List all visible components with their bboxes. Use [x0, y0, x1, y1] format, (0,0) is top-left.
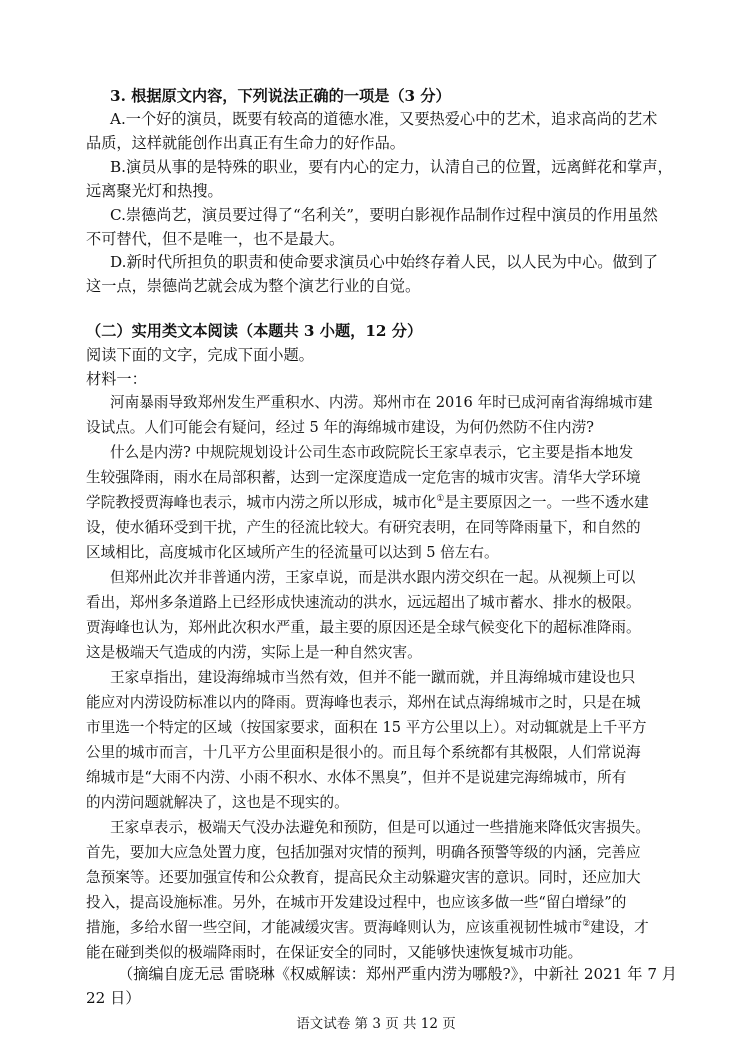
material-p5-line-5-a: 措施，多给水留一些空间，才能减缓灾害。贾海峰则认为，应该重视韧性城市 [86, 919, 583, 936]
footnote-1-marker: ① [436, 494, 445, 505]
page-footer: 语文试卷 第 3 页 共 12 页 [296, 1016, 456, 1032]
material-p2-line-5: 区域相比，高度城市化区域所产生的径流量可以达到 5 倍左右。 [86, 544, 499, 561]
material-p2-line-2: 生较强降雨，雨水在局部积蓄，达到一定深度造成一定危害的城市灾害。清华大学环境 [86, 469, 641, 486]
option-a-line-1: A.一个好的演员，既要有较高的道德水准，又要热爱心中的艺术，追求高尚的艺术 [110, 110, 658, 128]
material-p1-line-2: 设试点。人们可能会有疑问，经过 5 年的海绵城市建设，为何仍然防不住内涝? [86, 419, 594, 436]
option-d-line-2: 这一点，崇德尚艺就会成为整个演艺行业的自觉。 [86, 277, 421, 295]
material-p4-line-1: 王家卓指出，建设海绵城市当然有效，但并不能一蹴而就，并且海绵城市建设也只 [110, 669, 636, 686]
material-p5-line-2: 首先，要加大应急处置力度，包括加强对灾情的预判，明确各预警等级的内涵，完善应 [86, 844, 641, 861]
material-p4-line-6: 的内涝问题就解决了，这也是不现实的。 [86, 794, 349, 811]
material-p5-line-5 [86, 918, 649, 938]
option-b-line-1: B.演员从事的是特殊的职业，要有内心的定力，认清自己的位置，远离鲜花和掌声， [110, 158, 673, 176]
material-p5-line-3: 急预案等。还要加强宣传和公众教育，提高民众主动躲避灾害的意识。同时，还应加大 [86, 869, 641, 886]
option-b-line-2: 远离聚光灯和热搜。 [86, 182, 223, 200]
material-p4-line-3: 市里选一个特定的区域（按国家要求，面积在 15 平方公里以上）。对动辄就是上千平方 [86, 719, 647, 736]
material-p4-line-2: 能应对内涝设防标准以内的降雨。贾海峰也表示，郑州在试点海绵城市之时，只是在城 [86, 694, 641, 711]
option-a-line-2: 品质，这样就能创作出真正有生命力的好作品。 [86, 134, 405, 152]
material-p4-line-4: 公里的城市而言，十几平方公里面积是很小的。而且每个系统都有其极限，人们常说海 [86, 744, 641, 761]
instruction: 阅读下面的文字，完成下面小题。 [86, 346, 314, 364]
source-citation-line-1: （摘编自庞无忌 雷晓琳《权威解读：郑州严重内涝为哪般?》，中新社 2021 年 7 月 [118, 965, 677, 983]
material-p2-line-3-b: 是主要原因之一。一些不透水建 [444, 494, 649, 511]
option-c-line-2: 不可替代，但不是唯一，也不是最大。 [86, 230, 345, 248]
material-p5-line-4: 投入，提高设施标准。另外，在城市开发建设过程中，也应该多做一些“留白增绿”的 [86, 894, 627, 911]
material-p2-line-3-a: 学院教授贾海峰也表示，城市内涝之所以形成，城市化 [86, 494, 437, 511]
material-p5-line-1: 王家卓表示，极端天气没办法避免和预防，但是可以通过一些措施来降低灾害损失。 [110, 819, 650, 836]
material-p3-line-1: 但郑州此次并非普通内涝，王家卓说，而是洪水跟内涝交织在一起。从视频上可以 [110, 569, 636, 586]
source-citation-line-2: 22 日） [86, 989, 141, 1007]
material-p3-line-4: 这是极端天气造成的内涝，实际上是一种自然灾害。 [86, 644, 422, 661]
material-p2-line-4: 设，使水循环受到干扰，产生的径流比较大。有研究表明，在同等降雨量下，和自然的 [86, 519, 641, 536]
material-p2-line-1: 什么是内涝? 中规院规划设计公司生态市政院院长王家卓表示，它主要是指本地发 [110, 444, 634, 461]
material-p3-line-3: 贾海峰也认为，郑州此次积水严重，最主要的原因还是全球气候变化下的超标准降雨。 [86, 619, 641, 636]
material-label: 材料一： [86, 370, 147, 388]
material-p5-line-5-b: 建设，才 [590, 919, 649, 936]
section-heading: （二）实用类文本阅读（本题共 3 小题，12 分） [86, 322, 423, 340]
material-p2-line-3 [86, 493, 649, 513]
material-p1-line-1: 河南暴雨导致郑州发生严重积水、内涝。郑州市在 2016 年时已成河南省海绵城市建 [110, 394, 653, 411]
footnote-2-marker: ② [582, 919, 591, 930]
question-3-title: 3. 根据原文内容，下列说法正确的一项是（3 分） [110, 87, 451, 105]
material-p5-line-6: 能在碰到类似的极端降雨时，在保证安全的同时，又能够快速恢复城市功能。 [86, 944, 583, 961]
material-p4-line-5: 绵城市是“大雨不内涝、小雨不积水、水体不黑臭”，但并不是说建完海绵城市，所有 [86, 769, 627, 786]
option-d-line-1: D.新时代所担负的职责和使命要求演员心中始终存着人民，以人民为中心。做到了 [110, 253, 659, 271]
material-p3-line-2: 看出，郑州多条道路上已经形成快速流动的洪水，远远超出了城市蓄水、排水的极限。 [86, 594, 641, 611]
option-c-line-1: C.崇德尚艺，演员要过得了“名利关”，要明白影视作品制作过程中演员的作用虽然 [110, 206, 658, 224]
